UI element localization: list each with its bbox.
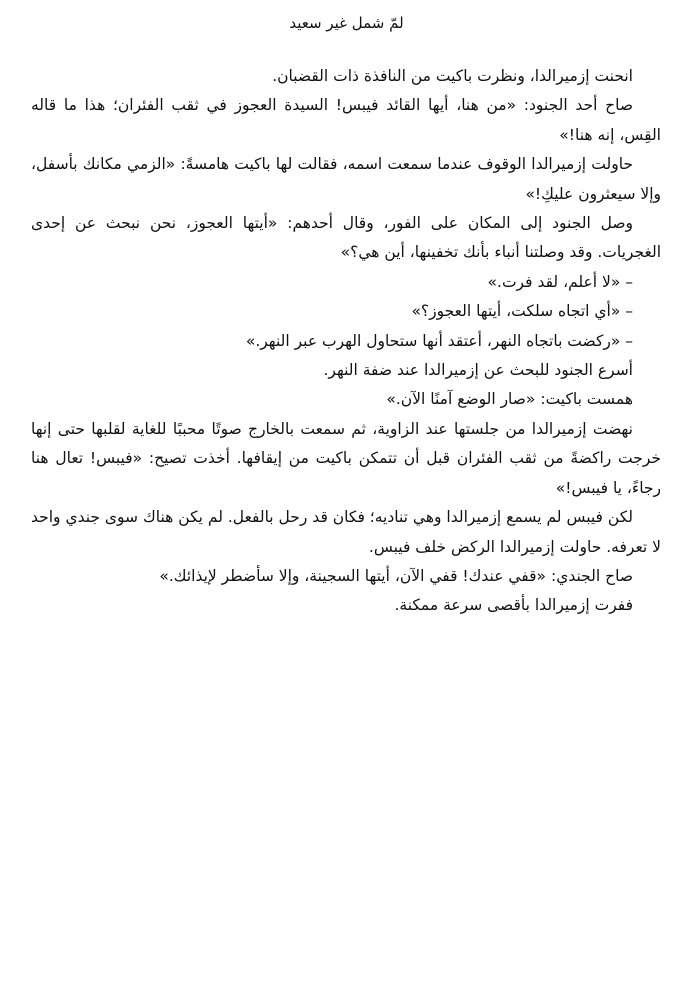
paragraph: أسرع الجنود للبحث عن إزميرالدا عند ضفة النهر.: [323, 361, 633, 380]
chapter-title: لمّ شمل غير سعيد: [289, 14, 404, 32]
paragraph: صاح أحد الجنود: «من هنا، أيها القائد فيبس! السيدة العجوز في ثقب الفئران؛ هذا ما قاله القِس، إنه هنا!»: [31, 96, 661, 144]
paragraph: ففرت إزميرالدا بأقصى سرعة ممكنة.: [394, 596, 633, 615]
paragraph: همست باكيت: «صار الوضع آمنًا الآن.»: [386, 390, 633, 409]
paragraph: لكن فيبس لم يسمع إزميرالدا وهي تناديه؛ فكان قد رحل بالفعل. لم يكن هناك سوى جندي واحد لا تعرفه. حاولت إزميرالدا الركض خلف فيبس.: [31, 508, 661, 556]
dialogue-line: – «أي اتجاه سلكت، أيتها العجوز؟»: [411, 302, 633, 321]
paragraph: نهضت إزميرالدا من جلستها عند الزاوية، ثم سمعت بالخارج صوتًا محببًا للغاية لقلبها حتى إنها خرجت راكضةً من ثقب الفئران قبل أن تتمكن باكيت من إيقافها. أخذت تصيح: «فيبس! تعال هنا رجاءً، يا فيبس!»: [31, 419, 661, 497]
paragraph: انحنت إزميرالدا، ونظرت باكيت من النافذة ذات القضبان.: [272, 67, 633, 85]
dialogue-line: – «ركضت باتجاه النهر، أعتقد أنها ستحاول الهرب عبر النهر.»: [245, 331, 633, 350]
dialogue-line: – «لا أعلم، لقد فرت.»: [487, 272, 633, 291]
paragraph: صاح الجندي: «قفي عندك! قفي الآن، أيتها السجينة، وإلا سأضطر لإيذائك.»: [159, 566, 633, 585]
paragraph: حاولت إزميرالدا الوقوف عندما سمعت اسمه، فقالت لها باكيت هامسةً: «الزمي مكانك بأسفل، وإلا سيعثرون عليكِ!»: [31, 155, 661, 203]
story-text: [31, 62, 661, 621]
paragraph: وصل الجنود إلى المكان على الفور، وقال أحدهم: «أيتها العجوز، نحن نبحث عن إحدى الغجريات. وقد وصلتنا أنباء بأنك تخفينها، أين هي؟»: [31, 214, 661, 262]
